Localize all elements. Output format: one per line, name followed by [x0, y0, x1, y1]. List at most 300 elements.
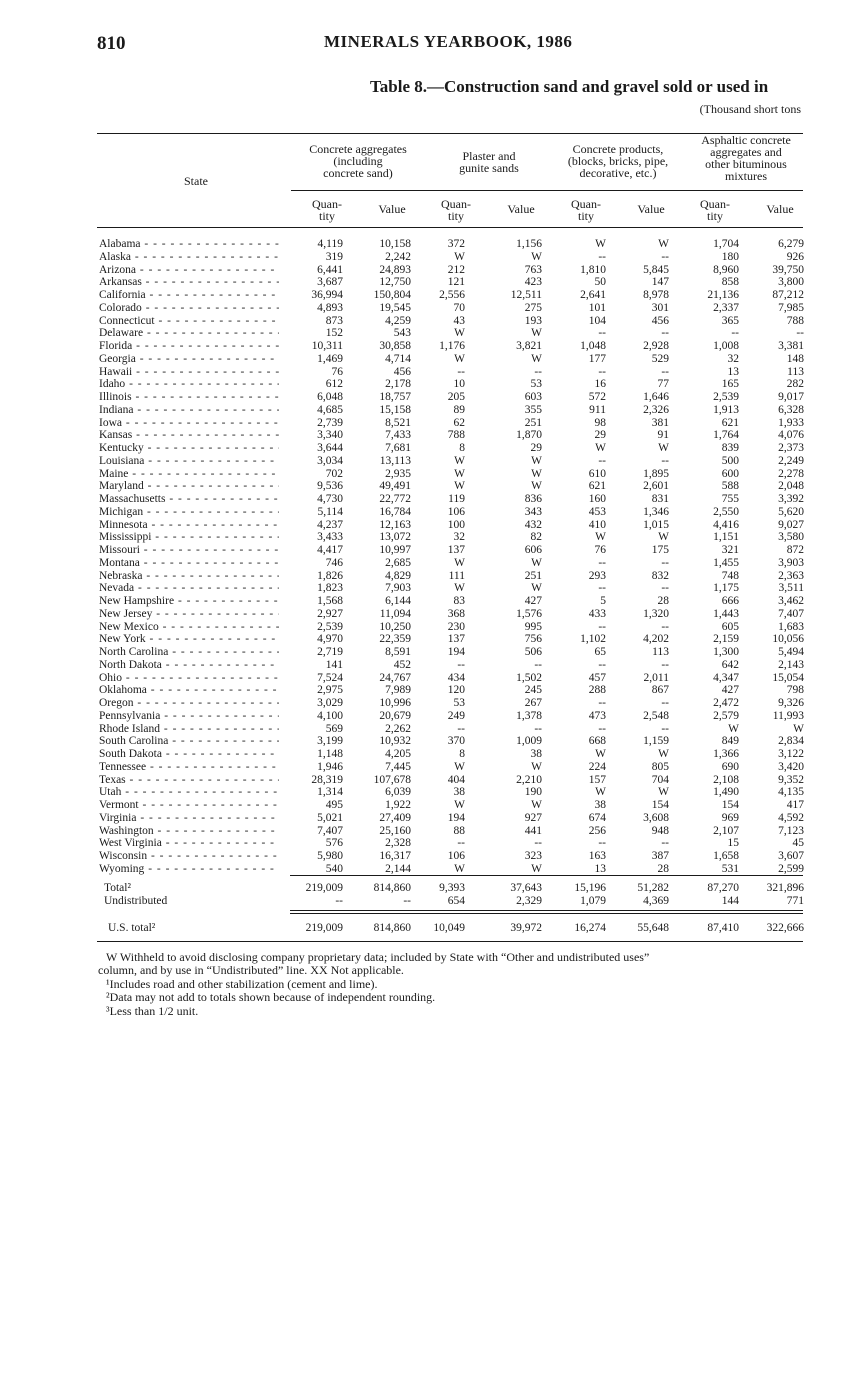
table-row [0, 735, 849, 748]
table-cell: 88 [453, 825, 465, 837]
table-cell: 7,903 [385, 582, 411, 594]
table-cell: 2,337 [713, 302, 739, 314]
table-cell: 38 [453, 786, 465, 798]
state-name: Nebraska - - - [99, 570, 279, 583]
table-cell: -- [661, 697, 669, 709]
us-total-row-line [0, 922, 849, 935]
state-name: West Virginia - - - [99, 837, 279, 850]
table-cell: 473 [588, 710, 606, 722]
header-line: Concrete aggregates [309, 142, 407, 156]
header-concrete-aggregates [290, 143, 426, 179]
table-cell: 5,620 [778, 506, 804, 518]
table-cell: 1,922 [385, 799, 411, 811]
table-cell: 76 [331, 366, 343, 378]
table-cell: 452 [393, 659, 411, 671]
table-cell: 20,679 [379, 710, 411, 722]
table-cell: 948 [651, 825, 669, 837]
table-cell: 76 [594, 544, 606, 556]
quantity-line: Quan- [441, 197, 471, 211]
table-row [0, 429, 849, 442]
table-cell: 704 [651, 774, 669, 786]
table-cell: 113 [787, 366, 804, 378]
table-cell: 106 [447, 506, 465, 518]
table-cell: 1,490 [713, 786, 739, 798]
state-name: Wyoming - - - [99, 863, 279, 876]
table-cell: 293 [588, 570, 606, 582]
table-cell: 4,417 [317, 544, 343, 556]
state-name: Montana - - - [99, 557, 279, 570]
table-cell: 37,643 [510, 882, 542, 894]
table-cell: -- [457, 659, 465, 671]
table-cell: 4,369 [643, 895, 669, 907]
table-cell: 3,608 [643, 812, 669, 824]
table-cell: 621 [721, 417, 739, 429]
quantity-line: Quan- [700, 197, 730, 211]
table-cell: 10,250 [379, 621, 411, 633]
state-name: Tennessee - - - [99, 761, 279, 774]
table-cell: 2,579 [713, 710, 739, 722]
table-cell: 969 [721, 812, 739, 824]
state-name: Washington - - - [99, 825, 279, 838]
table-cell: W [454, 468, 465, 480]
table-cell: 6,328 [778, 404, 804, 416]
table-cell: 4,205 [385, 748, 411, 760]
table-cell: 1,366 [713, 748, 739, 760]
table-cell: 87,410 [707, 922, 739, 934]
table-cell: 2,363 [778, 570, 804, 582]
table-cell: 2,739 [317, 417, 343, 429]
table-cell: 70 [453, 302, 465, 314]
table-cell: 4,100 [317, 710, 343, 722]
table-cell: 788 [786, 315, 804, 327]
table-cell: 154 [651, 799, 669, 811]
table-row [0, 582, 849, 595]
table-cell: -- [661, 557, 669, 569]
table-row [0, 799, 849, 812]
table-cell: -- [534, 837, 542, 849]
table-cell: 1,009 [516, 735, 542, 747]
table-cell: 9,326 [778, 697, 804, 709]
table-cell: 13,113 [379, 455, 411, 467]
table-cell: 193 [524, 315, 542, 327]
table-cell: W [531, 327, 542, 339]
table-cell: 7,985 [778, 302, 804, 314]
table-cell: 1,933 [778, 417, 804, 429]
table-cell: 6,144 [385, 595, 411, 607]
table-cell: 13,072 [379, 531, 411, 543]
table-cell: 4,730 [317, 493, 343, 505]
table-cell: 256 [588, 825, 606, 837]
table-cell: 621 [588, 480, 606, 492]
table-cell: 4,237 [317, 519, 343, 531]
table-cell: -- [661, 837, 669, 849]
table-cell: 15 [727, 837, 739, 849]
table-cell: W [531, 251, 542, 263]
table-cell: 194 [447, 812, 465, 824]
table-cell: -- [534, 659, 542, 671]
header-line: concrete sand) [323, 166, 393, 180]
table-cell: -- [598, 659, 606, 671]
table-cell: W [658, 442, 669, 454]
table-cell: 4,685 [317, 404, 343, 416]
footnote-3: ²Data may not add to totals shown because of independent rounding. [106, 990, 436, 1004]
table-cell: 1,008 [713, 340, 739, 352]
table-cell: 16 [594, 378, 606, 390]
table-cell: 2,975 [317, 684, 343, 696]
table-cell: 10,158 [379, 238, 411, 250]
table-cell: 1,176 [439, 340, 465, 352]
table-cell: W [658, 786, 669, 798]
table-cell: 1,148 [317, 748, 343, 760]
table-cell: 9,017 [778, 391, 804, 403]
table-row [0, 238, 849, 251]
table-cell: W [531, 480, 542, 492]
table-cell: W [454, 761, 465, 773]
table-cell: W [531, 557, 542, 569]
table-cell: 87,212 [772, 289, 804, 301]
state-name: Arizona - - - [99, 264, 279, 277]
table-cell: 432 [524, 519, 542, 531]
table-cell: 2,178 [385, 378, 411, 390]
page-number: 810 [97, 33, 126, 54]
table-cell: 2,685 [385, 557, 411, 569]
table-cell: 6,048 [317, 391, 343, 403]
table-cell: 7,524 [317, 672, 343, 684]
table-cell: W [531, 863, 542, 875]
table-cell: 10,311 [311, 340, 343, 352]
table-cell: 387 [651, 850, 669, 862]
table-cell: 137 [447, 633, 465, 645]
table-row [0, 378, 849, 391]
table-cell: 839 [721, 442, 739, 454]
table-cell: 2,108 [713, 774, 739, 786]
table-cell: 157 [588, 774, 606, 786]
table-cell: 457 [588, 672, 606, 684]
table-cell: 219,009 [305, 922, 343, 934]
quantity-line: tity [447, 209, 464, 223]
table-cell: 107,678 [373, 774, 411, 786]
header-bottom-rule [97, 227, 803, 228]
table-cell: 6,441 [317, 264, 343, 276]
table-cell: W [531, 761, 542, 773]
table-cell: 1,502 [516, 672, 542, 684]
table-cell: 441 [524, 825, 542, 837]
table-cell: 39,750 [772, 264, 804, 276]
table-cell: 10,997 [379, 544, 411, 556]
table-cell: 453 [588, 506, 606, 518]
subheader-quantity [297, 198, 357, 222]
state-name: North Carolina - - - [99, 646, 279, 659]
table-cell: 194 [447, 646, 465, 658]
table-cell: 3,034 [317, 455, 343, 467]
table-cell: 50 [594, 276, 606, 288]
state-name: Arkansas - - - [99, 276, 279, 289]
table-row [0, 570, 849, 583]
table-cell: 4,202 [643, 633, 669, 645]
table-cell: 24,767 [379, 672, 411, 684]
header-line: gunite sands [459, 161, 519, 175]
table-cell: 301 [651, 302, 669, 314]
table-cell: 540 [325, 863, 343, 875]
table-cell: 543 [393, 327, 411, 339]
us-total-rule-2 [290, 913, 803, 914]
table-cell: 3,340 [317, 429, 343, 441]
table-cell: 245 [524, 684, 542, 696]
table-cell: 3,687 [317, 276, 343, 288]
table-cell: 4,416 [713, 519, 739, 531]
table-cell: W [454, 863, 465, 875]
table-cell: W [531, 353, 542, 365]
table-cell: 8,591 [385, 646, 411, 658]
table-cell: 805 [651, 761, 669, 773]
table-cell: 2,278 [778, 468, 804, 480]
table-row [0, 544, 849, 557]
subheader-quantity [556, 198, 616, 222]
footnote-1-cont: column, and by use in “Undistributed” line. XX Not applicable. [98, 963, 404, 977]
header-line: decorative, etc.) [579, 166, 657, 180]
table-cell: 3,800 [778, 276, 804, 288]
table-cell: W [595, 442, 606, 454]
table-cell: 106 [447, 850, 465, 862]
table-cell: 5 [600, 595, 606, 607]
table-cell: 832 [651, 570, 669, 582]
table-cell: 654 [447, 895, 465, 907]
table-cell: 748 [721, 570, 739, 582]
table-cell: 15,054 [772, 672, 804, 684]
table-cell: 5,021 [317, 812, 343, 824]
table-cell: -- [598, 621, 606, 633]
table-cell: 3,511 [778, 582, 804, 594]
table-cell: 6,039 [385, 786, 411, 798]
table-cell: 1,826 [317, 570, 343, 582]
state-name: U.S. total² [108, 922, 156, 934]
table-cell: 5,845 [643, 264, 669, 276]
table-cell: 4,259 [385, 315, 411, 327]
table-row [0, 391, 849, 404]
table-cell: 867 [651, 684, 669, 696]
table-cell: 319 [325, 251, 343, 263]
table-cell: 1,151 [713, 531, 739, 543]
table-cell: 18,757 [379, 391, 411, 403]
table-cell: -- [457, 723, 465, 735]
table-cell: 642 [721, 659, 739, 671]
table-cell: 798 [786, 684, 804, 696]
table-cell: 2,641 [580, 289, 606, 301]
table-cell: 2,262 [385, 723, 411, 735]
header-plaster-gunite [432, 150, 546, 174]
header-line: (including [333, 154, 383, 168]
state-name: Pennsylvania - - - [99, 710, 279, 723]
table-cell: 343 [524, 506, 542, 518]
state-name: Texas - - - [99, 774, 279, 787]
table-cell: 2,159 [713, 633, 739, 645]
table-cell: 8,521 [385, 417, 411, 429]
header-line: mixtures [725, 169, 767, 183]
table-cell: 32 [727, 353, 739, 365]
table-row [0, 659, 849, 672]
table-cell: 1,346 [643, 506, 669, 518]
state-name: Minnesota - - - [99, 519, 279, 532]
table-cell: 251 [524, 570, 542, 582]
state-name: Undistributed [104, 895, 168, 907]
table-cell: 370 [447, 735, 465, 747]
table-cell: 219,009 [305, 882, 343, 894]
table-row [0, 366, 849, 379]
table-cell: 2,329 [516, 895, 542, 907]
table-cell: 16,274 [574, 922, 606, 934]
header-line: other bituminous [705, 157, 787, 171]
table-cell: 8 [459, 748, 465, 760]
table-cell: 1,823 [317, 582, 343, 594]
header-line: aggregates and [710, 145, 782, 159]
table-cell: 251 [524, 417, 542, 429]
table-cell: 62 [453, 417, 465, 429]
table-cell: 3,122 [778, 748, 804, 760]
table-cell: 101 [588, 302, 606, 314]
table-cell: 321,896 [766, 882, 804, 894]
table-cell: 1,658 [713, 850, 739, 862]
state-name: Alabama - - - [99, 238, 279, 251]
table-cell: 2,472 [713, 697, 739, 709]
table-cell: 606 [524, 544, 542, 556]
table-cell: 29 [530, 442, 542, 454]
table-row [0, 608, 849, 621]
state-name: New Jersey - - - [99, 608, 279, 621]
state-name: California - - - [99, 289, 279, 302]
table-cell: 10,049 [433, 922, 465, 934]
table-cell: 8,978 [643, 289, 669, 301]
table-cell: 927 [524, 812, 542, 824]
table-cell: W [658, 238, 669, 250]
table-cell: 576 [325, 837, 343, 849]
table-cell: 588 [721, 480, 739, 492]
table-cell: 3,433 [317, 531, 343, 543]
table-cell: 756 [524, 633, 542, 645]
state-name: South Dakota - - - [99, 748, 279, 761]
table-row [0, 519, 849, 532]
table-cell: 763 [524, 264, 542, 276]
table-row [0, 595, 849, 608]
table-cell: -- [598, 723, 606, 735]
table-cell: 230 [447, 621, 465, 633]
table-cell: 1,378 [516, 710, 542, 722]
table-cell: 144 [721, 895, 739, 907]
table-cell: -- [796, 327, 804, 339]
state-name: New Hampshire - - - [99, 595, 279, 608]
table-cell: -- [661, 455, 669, 467]
table-cell: W [658, 748, 669, 760]
table-cell: 113 [652, 646, 669, 658]
quantity-line: tity [706, 209, 723, 223]
table-cell: 87,270 [707, 882, 739, 894]
table-cell: 2,249 [778, 455, 804, 467]
table-cell: W [658, 531, 669, 543]
table-cell: 995 [524, 621, 542, 633]
table-cell: 21,136 [707, 289, 739, 301]
table-cell: 427 [524, 595, 542, 607]
table-cell: -- [534, 723, 542, 735]
state-name: Massachusetts - - - [99, 493, 279, 506]
state-name: Colorado - - - [99, 302, 279, 315]
table-cell: 1,314 [317, 786, 343, 798]
table-cell: 12,750 [379, 276, 411, 288]
table-cell: 2,539 [713, 391, 739, 403]
table-cell: 3,420 [778, 761, 804, 773]
table-row [0, 493, 849, 506]
state-name: Utah - - - [99, 786, 279, 799]
table-cell: -- [661, 327, 669, 339]
table-cell: 55,648 [637, 922, 669, 934]
table-cell: 175 [651, 544, 669, 556]
table-cell: 1,764 [713, 429, 739, 441]
group-rule [291, 190, 803, 191]
state-name: Idaho - - - [99, 378, 279, 391]
table-cell: 98 [594, 417, 606, 429]
table-cell: 605 [721, 621, 739, 633]
table-cell: 858 [721, 276, 739, 288]
table-cell: 755 [721, 493, 739, 505]
table-cell: 1,576 [516, 608, 542, 620]
state-name: Virginia - - - [99, 812, 279, 825]
table-cell: 11,993 [772, 710, 804, 722]
table-row [0, 404, 849, 417]
table-cell: 89 [453, 404, 465, 416]
table-cell: 10,056 [772, 633, 804, 645]
table-cell: 674 [588, 812, 606, 824]
table-cell: 2,599 [778, 863, 804, 875]
state-name: North Dakota - - - [99, 659, 279, 672]
state-name: Ohio - - - [99, 672, 279, 685]
table-cell: 10 [453, 378, 465, 390]
table-row [0, 264, 849, 277]
table-cell: 24,893 [379, 264, 411, 276]
table-cell: 1,443 [713, 608, 739, 620]
table-cell: 836 [524, 493, 542, 505]
table-cell: 1,946 [317, 761, 343, 773]
state-name: Alaska - - - [99, 251, 279, 264]
table-row [0, 621, 849, 634]
table-cell: 104 [588, 315, 606, 327]
table-cell: 15,158 [379, 404, 411, 416]
table-cell: -- [403, 895, 411, 907]
table-cell: 2,242 [385, 251, 411, 263]
table-cell: 43 [453, 315, 465, 327]
header-concrete-products [550, 143, 686, 179]
state-name: Total² [104, 882, 131, 894]
table-cell: 4,592 [778, 812, 804, 824]
table-cell: 13 [727, 366, 739, 378]
table-cell: -- [598, 455, 606, 467]
table-cell: W [454, 557, 465, 569]
table-cell: 872 [786, 544, 804, 556]
table-cell: 53 [530, 378, 542, 390]
table-cell: W [531, 455, 542, 467]
table-row [0, 633, 849, 646]
table-cell: 2,935 [385, 468, 411, 480]
table-cell: W [454, 327, 465, 339]
table-cell: 4,347 [713, 672, 739, 684]
table-cell: 288 [588, 684, 606, 696]
table-cell: 7,407 [778, 608, 804, 620]
state-name: Rhode Island - - - [99, 723, 279, 736]
table-cell: 788 [447, 429, 465, 441]
table-cell: 600 [721, 468, 739, 480]
table-cell: 11,094 [379, 608, 411, 620]
table-cell: 224 [588, 761, 606, 773]
table-cell: 10,996 [379, 697, 411, 709]
table-cell: 814,860 [373, 922, 411, 934]
state-name: Kansas - - - [99, 429, 279, 442]
